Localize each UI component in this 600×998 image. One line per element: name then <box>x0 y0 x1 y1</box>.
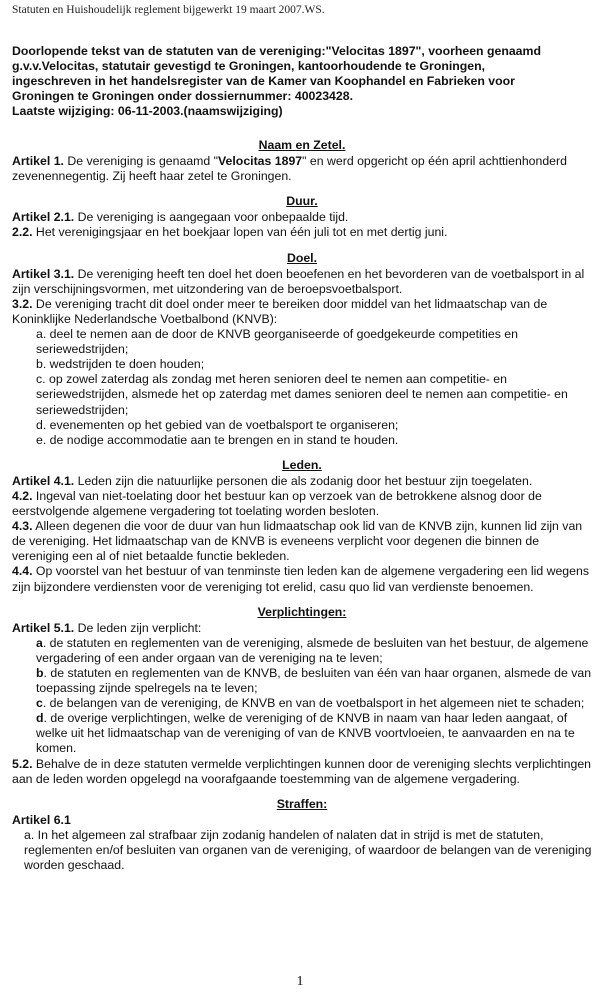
running-header: Statuten en Huishoudelijk reglement bijgewerkt 19 maart 2007.WS. <box>12 4 325 16</box>
article-label: Artikel 3.1. <box>12 266 75 281</box>
article-3-2 <box>12 297 592 327</box>
article-label: 4.2. <box>12 488 33 503</box>
article-text: Op voorstel van het bestuur of van tenminste tien leden kan de algemene vergadering een lid wegens zijn bijzondere verdiensten voor de vereniging tot erelid, casu quo lid van verdienste benoemen. <box>12 564 589 594</box>
article-text: Het verenigingsjaar en het boekjaar lopen van één juli tot en met dertig juni. <box>32 225 448 240</box>
article-text: De vereniging is aangegaan voor onbepaalde tijd. <box>74 210 349 225</box>
article-2-2 <box>12 225 592 240</box>
club-name: Velocitas 1897 <box>218 154 303 169</box>
article-label: 4.3. <box>12 519 33 534</box>
article-4-2 <box>12 489 592 519</box>
list-item-label: b <box>36 666 44 680</box>
article-text: Leden zijn die natuurlijke personen die als zodanig door het bestuur zijn toegelaten. <box>74 473 533 488</box>
list-item: d. evenementen op het gebied van de voetbalsport te organiseren; <box>36 417 399 432</box>
article-label: Artikel 1. <box>12 154 64 169</box>
article-label: Artikel 6.1 <box>12 812 71 827</box>
article-label: 3.2. <box>12 296 33 311</box>
article-text: De leden zijn verplicht: <box>74 620 202 635</box>
list-item <box>36 666 592 696</box>
list-item-label: a <box>36 635 43 650</box>
section-title-verplichtingen: Verplichtingen: <box>257 604 347 619</box>
list-item: c. op zowel zaterdag als zondag met heren senioren deel te nemen aan competitie- en seriewedstrijden, alsmede het op zaterdag met dames senioren deel te nemen aan competitie- en seriewedstrijden; <box>36 372 568 417</box>
article-5-2 <box>12 757 592 787</box>
article-label: 2.2. <box>12 225 33 240</box>
list-item-label: c <box>36 696 43 711</box>
list-item <box>36 636 592 666</box>
article-label: Artikel 5.1. <box>12 620 75 635</box>
article-text: Ingeval van niet-toelating door het bestuur kan op verzoek van de betrokkene alsnog door de eerstvolgende algemene vergadering tot toelating worden besloten. <box>12 488 542 519</box>
list-item <box>36 696 592 711</box>
section-title-duur: Duur. <box>286 194 318 209</box>
article-6-1-label <box>12 813 592 828</box>
section-title-straffen: Straffen: <box>276 796 328 811</box>
list-item <box>36 711 592 756</box>
article-4-4 <box>12 564 592 594</box>
article-label: 5.2. <box>12 756 33 771</box>
article-4-3 <box>12 519 592 564</box>
section-title-doel: Doel. <box>286 250 318 265</box>
article-label: Artikel 2.1. <box>12 210 75 225</box>
article-3-1 <box>12 267 592 297</box>
section-title-naam: Naam en Zetel. <box>258 138 346 152</box>
article-5-1 <box>12 621 592 636</box>
list-item: b. wedstrijden te doen houden; <box>36 357 205 372</box>
list-item-text: . de statuten en reglementen van de vereniging, alsmede de besluiten van het bestuur, de algemene vergadering of een ander orgaan van de vereniging na te leven; <box>36 635 589 665</box>
article-text: Behalve de in deze statuten vermelde verplichtingen kunnen door de vereniging slechts verplichtingen aan de leden worden opgelegd na voorafgaande toestemming van de algemene vergadering. <box>12 756 592 786</box>
list-item-text: . de overige verplichtingen, welke de vereniging of de KNVB in naam van haar leden aangaat, of welke uit het lidmaatschap van de vereniging of van de KNVB voortvloeien, te aanvaarden en na te komen. <box>36 711 575 756</box>
list-item: a. In het algemeen zal strafbaar zijn zodanig handelen of nalaten dat in strijd is met de statuten, reglementen en/of besluiten van organen van de vereniging, of waardoor de belangen van de vereniging worden geschaad. <box>24 827 592 873</box>
article-1 <box>12 154 592 184</box>
article-text: " en werd opgericht op één april achttienhonderd zevenennegentig. Zij heeft haar zetel te Groningen. <box>12 154 567 184</box>
document-body <box>12 138 592 873</box>
section-title-leden: Leden. <box>282 457 322 472</box>
article-text: De vereniging heeft ten doel het doen beoefenen en het bevorderen van de voetbalsport in al zijn verschijningsvormen, met uitzondering van de beroepsvoetbalsport. <box>12 266 585 296</box>
list-item: a. deel te nemen aan de door de KNVB georganiseerde of goedgekeurde competities en seriewedstrijden; <box>36 327 518 357</box>
article-text: De vereniging is genaamd " <box>63 154 219 169</box>
article-label: 4.4. <box>12 564 33 579</box>
list-item: e. de nodige accommodatie aan te brengen en in stand te houden. <box>36 432 399 447</box>
article-label: Artikel 4.1. <box>12 473 75 488</box>
article-4-1 <box>12 474 592 489</box>
page-number: 1 <box>296 974 304 989</box>
article-2-1 <box>12 210 592 225</box>
article-text: De vereniging tracht dit doel onder meer te bereiken door middel van het lidmaatschap van de Koninklijke Nederlandsche Voetbalbond (KNVB): <box>12 296 548 326</box>
list-item-text: . de statuten en reglementen van de KNVB, de besluiten van één van haar organen, alsmede de van toepassing zijnde spelregels na te leven; <box>36 666 592 696</box>
intro-paragraph: Doorlopende tekst van de statuten van de vereniging:"Velocitas 1897", voorheen genaamd g.v.v.Velocitas, statutair gevestigd te Groningen, kantoorhoudende te Groningen, ingeschreven in het handelsregister van de Kamer van Koophandel en Fabrieken voor Groningen te Groningen onder dossiernummer: 40023428. Laatste wijziging: 06-11-2003.(naamswijziging) <box>12 44 541 118</box>
list-item-text: . de belangen van de vereniging, de KNVB en van de voetbalsport in het algemeen niet te schaden; <box>42 696 585 711</box>
article-text: Alleen degenen die voor de duur van hun lidmaatschap ook lid van de KNVB zijn, kunnen lid zijn van de vereniging. Het lidmaatschap van de KNVB is eveneens verplicht voor degenen die binnen de vereniging een al of niet betaalde functie bekleden. <box>12 519 583 564</box>
list-item-label: d <box>36 711 44 726</box>
